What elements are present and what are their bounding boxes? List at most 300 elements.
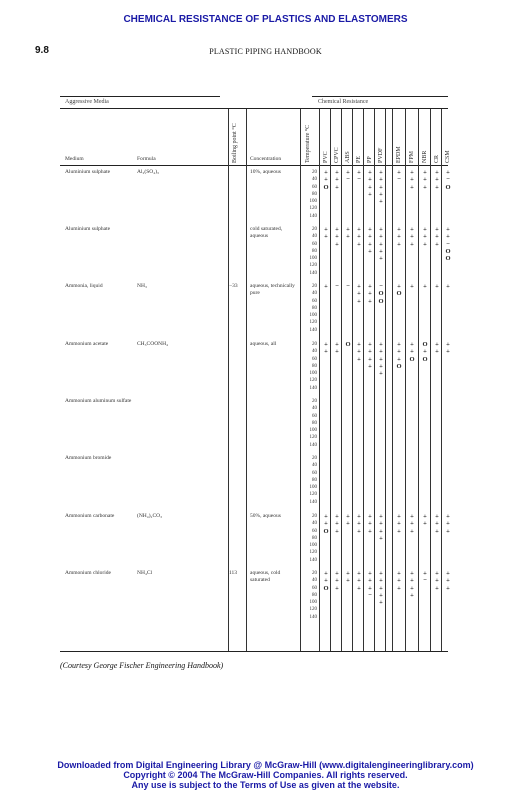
resistance-column (408, 570, 416, 621)
resistance-mark (377, 405, 385, 412)
resistance-mark: + (410, 527, 414, 535)
resistance-mark (322, 290, 330, 297)
resistance-column (433, 455, 441, 506)
column-divider (363, 109, 364, 651)
temperature-list (303, 283, 317, 334)
resistance-mark (433, 298, 441, 305)
col-head-material-pe: PE (356, 155, 362, 163)
resistance-mark (444, 477, 452, 484)
courtesy-note: (Courtesy George Fischer Engineering Handbook) (60, 661, 224, 670)
temperature-value: 140 (309, 614, 317, 620)
resistance-mark (333, 319, 341, 326)
resistance-mark (444, 455, 452, 462)
concentration: cold saturated, aqueous (250, 226, 283, 239)
medium-name: Aluminium sulphate (65, 169, 111, 175)
resistance-mark (395, 455, 403, 462)
resistance-mark (366, 213, 374, 220)
temperature-value: 60 (312, 298, 317, 304)
resistance-mark: + (397, 283, 401, 290)
resistance-column (421, 283, 429, 334)
temperature-value: 100 (309, 600, 317, 606)
resistance-mark (355, 319, 363, 326)
resistance-mark (408, 248, 416, 255)
resistance-mark: + (446, 577, 450, 585)
resistance-mark (377, 442, 385, 449)
temperature-value: 120 (309, 550, 317, 556)
resistance-mark (444, 198, 452, 205)
resistance-column (421, 455, 429, 506)
resistance-mark: + (410, 183, 414, 191)
resistance-mark (444, 270, 452, 277)
resistance-mark (408, 427, 416, 434)
boiling-point: 113 (229, 570, 238, 576)
resistance-mark (433, 542, 441, 549)
resistance-mark (421, 585, 429, 592)
resistance-mark (322, 542, 330, 549)
resistance-mark (395, 255, 403, 262)
resistance-mark (395, 427, 403, 434)
resistance-mark (322, 455, 330, 462)
medium-name: Aluminium sulphate (65, 226, 111, 232)
resistance-mark: + (368, 297, 372, 305)
resistance-mark (366, 491, 374, 498)
resistance-mark (377, 455, 385, 462)
resistance-mark: + (379, 169, 383, 176)
temperature-value: 20 (312, 227, 317, 232)
temperature-value: 80 (312, 420, 317, 426)
resistance-mark (444, 606, 452, 613)
resistance-mark: + (379, 183, 383, 191)
resistance-mark (408, 363, 416, 370)
resistance-mark (322, 191, 330, 198)
col-head-temperature: Temperature °C (305, 124, 311, 163)
resistance-mark (421, 255, 429, 262)
resistance-mark (333, 363, 341, 370)
resistance-mark (421, 442, 429, 449)
resistance-column (333, 226, 341, 277)
resistance-mark (322, 298, 330, 305)
resistance-column (433, 570, 441, 621)
resistance-mark: + (410, 240, 414, 248)
resistance-mark (344, 599, 352, 606)
resistance-column (333, 398, 341, 449)
resistance-mark: + (368, 176, 372, 184)
resistance-mark: + (379, 527, 383, 535)
resistance-mark: + (346, 226, 350, 233)
resistance-column (322, 455, 330, 506)
resistance-mark (433, 462, 441, 469)
resistance-column (395, 169, 403, 220)
resistance-mark (377, 470, 385, 477)
resistance-mark (333, 491, 341, 498)
resistance-mark: + (397, 527, 401, 535)
resistance-mark (333, 413, 341, 420)
resistance-mark (333, 442, 341, 449)
resistance-mark (433, 614, 441, 621)
concentration: aqueous, all (250, 341, 277, 347)
resistance-mark: + (379, 584, 383, 592)
resistance-mark (421, 413, 429, 420)
resistance-mark (322, 549, 330, 556)
resistance-mark (355, 363, 363, 370)
resistance-mark (408, 557, 416, 564)
resistance-mark (344, 312, 352, 319)
group-heading-medium: Aggressive Media (65, 99, 109, 105)
resistance-column (377, 455, 385, 506)
resistance-mark (355, 462, 363, 469)
resistance-mark: + (346, 169, 350, 176)
resistance-column (421, 398, 429, 449)
resistance-mark (433, 327, 441, 334)
resistance-mark (333, 405, 341, 412)
temperature-value: 60 (312, 413, 317, 419)
resistance-mark (408, 262, 416, 269)
resistance-mark (322, 377, 330, 384)
column-divider (418, 109, 419, 651)
resistance-mark (322, 499, 330, 506)
temperature-value: 40 (312, 349, 317, 355)
resistance-mark (395, 248, 403, 255)
resistance-mark: O (445, 183, 451, 191)
resistance-mark (421, 363, 429, 370)
resistance-mark: O (323, 527, 329, 535)
temperature-value: 40 (312, 463, 317, 469)
resistance-mark: + (435, 527, 439, 535)
resistance-mark (322, 255, 330, 262)
resistance-mark (395, 499, 403, 506)
resistance-mark (377, 398, 385, 405)
resistance-column (355, 513, 363, 564)
temperature-value: 120 (309, 435, 317, 441)
resistance-mark (408, 606, 416, 613)
resistance-column (333, 570, 341, 621)
resistance-mark: + (324, 226, 328, 233)
resistance-mark (322, 477, 330, 484)
resistance-mark (421, 549, 429, 556)
resistance-mark (322, 405, 330, 412)
column-divider (392, 109, 393, 651)
resistance-mark (444, 319, 452, 326)
resistance-mark (366, 312, 374, 319)
resistance-mark (408, 198, 416, 205)
temperature-value: 100 (309, 371, 317, 377)
resistance-mark (408, 405, 416, 412)
resistance-column (395, 226, 403, 277)
resistance-mark (344, 420, 352, 427)
resistance-mark (433, 385, 441, 392)
resistance-mark (433, 413, 441, 420)
resistance-mark (344, 298, 352, 305)
resistance-mark (322, 599, 330, 606)
resistance-mark (444, 535, 452, 542)
resistance-mark (444, 385, 452, 392)
resistance-mark (333, 312, 341, 319)
resistance-column (444, 283, 452, 334)
resistance-column (344, 226, 352, 277)
resistance-mark (433, 606, 441, 613)
resistance-mark (421, 434, 429, 441)
resistance-mark (433, 491, 441, 498)
resistance-mark (355, 370, 363, 377)
resistance-mark: + (368, 247, 372, 255)
column-divider (341, 109, 342, 651)
resistance-mark: + (446, 520, 450, 528)
rule-header-bottom (60, 165, 448, 166)
resistance-column (344, 169, 352, 220)
resistance-mark: + (357, 283, 361, 290)
resistance-mark (344, 248, 352, 255)
resistance-mark: + (397, 240, 401, 248)
resistance-column (355, 341, 363, 392)
resistance-mark (333, 549, 341, 556)
resistance-mark: O (445, 247, 451, 255)
resistance-mark: + (397, 169, 401, 176)
resistance-mark: + (446, 513, 450, 520)
resistance-mark: + (446, 283, 450, 290)
resistance-mark (344, 191, 352, 198)
resistance-mark (344, 528, 352, 535)
resistance-mark: + (324, 341, 328, 348)
resistance-mark (433, 255, 441, 262)
resistance-mark: − (446, 176, 450, 184)
resistance-mark (377, 312, 385, 319)
resistance-mark (366, 305, 374, 312)
temperature-value: 140 (309, 442, 317, 448)
resistance-mark (344, 462, 352, 469)
resistance-mark (433, 356, 441, 363)
resistance-mark: + (357, 513, 361, 520)
resistance-mark: + (423, 570, 427, 577)
temperature-value: 140 (309, 270, 317, 276)
resistance-mark (366, 398, 374, 405)
temperature-value: 20 (312, 456, 317, 461)
resistance-mark (433, 191, 441, 198)
resistance-mark: + (410, 176, 414, 184)
resistance-mark (395, 442, 403, 449)
col-head-material-epdm: EPDM (396, 146, 402, 163)
resistance-mark (344, 270, 352, 277)
resistance-mark: + (368, 341, 372, 348)
temperature-value: 60 (312, 585, 317, 591)
rule-top-left (60, 96, 220, 97)
resistance-mark (421, 205, 429, 212)
temperature-value: 60 (312, 470, 317, 476)
resistance-mark (344, 614, 352, 621)
temperature-value: 100 (309, 543, 317, 549)
temperature-value: 20 (312, 399, 317, 404)
resistance-mark: + (379, 198, 383, 206)
resistance-mark (395, 312, 403, 319)
resistance-mark (421, 198, 429, 205)
resistance-mark (444, 205, 452, 212)
resistance-mark (344, 348, 352, 355)
resistance-mark (322, 319, 330, 326)
resistance-mark (421, 491, 429, 498)
footer-download-link[interactable]: Downloaded from Digital Engineering Library @ McGraw-Hill (www.digitalengineeringlibrary.com) (57, 760, 474, 770)
resistance-mark: + (446, 341, 450, 348)
running-head: PLASTIC PIPING HANDBOOK (209, 47, 322, 56)
resistance-column (322, 169, 330, 220)
resistance-column (366, 169, 374, 220)
resistance-mark (333, 370, 341, 377)
resistance-column (444, 341, 452, 392)
resistance-mark (355, 184, 363, 191)
resistance-column (395, 513, 403, 564)
resistance-mark (421, 427, 429, 434)
resistance-mark (433, 312, 441, 319)
resistance-mark: + (335, 577, 339, 585)
resistance-mark: + (397, 584, 401, 592)
resistance-mark (408, 213, 416, 220)
resistance-mark (444, 213, 452, 220)
resistance-mark (377, 484, 385, 491)
resistance-column (344, 513, 352, 564)
temperature-value: 40 (312, 291, 317, 297)
resistance-mark (444, 405, 452, 412)
resistance-mark (333, 398, 341, 405)
resistance-mark (355, 599, 363, 606)
resistance-mark: + (324, 176, 328, 184)
resistance-mark: + (346, 570, 350, 577)
resistance-column (444, 226, 452, 277)
resistance-mark (444, 470, 452, 477)
resistance-mark (395, 327, 403, 334)
resistance-mark: + (357, 584, 361, 592)
resistance-mark (344, 370, 352, 377)
resistance-mark (366, 499, 374, 506)
temperature-list (303, 513, 317, 564)
resistance-mark (355, 312, 363, 319)
temperature-value: 100 (309, 485, 317, 491)
temperature-value: 100 (309, 256, 317, 262)
resistance-mark (421, 290, 429, 297)
resistance-mark: + (446, 527, 450, 535)
resistance-mark (355, 499, 363, 506)
resistance-mark (408, 549, 416, 556)
resistance-mark: − (335, 283, 339, 290)
resistance-mark (444, 491, 452, 498)
resistance-mark (322, 312, 330, 319)
resistance-mark (408, 205, 416, 212)
concentration: aqueous, cold saturated (250, 570, 281, 583)
resistance-mark (344, 377, 352, 384)
resistance-mark (433, 248, 441, 255)
resistance-mark: − (397, 176, 401, 184)
resistance-mark (395, 470, 403, 477)
resistance-mark (366, 270, 374, 277)
resistance-mark (444, 462, 452, 469)
resistance-mark (322, 270, 330, 277)
resistance-mark (395, 413, 403, 420)
resistance-mark (344, 585, 352, 592)
temperature-value: 140 (309, 327, 317, 333)
resistance-mark (408, 614, 416, 621)
resistance-column (395, 570, 403, 621)
resistance-mark: + (368, 226, 372, 233)
resistance-mark (333, 606, 341, 613)
resistance-mark (333, 592, 341, 599)
resistance-mark (395, 298, 403, 305)
resistance-mark (344, 198, 352, 205)
resistance-mark: + (368, 169, 372, 176)
resistance-mark (444, 377, 452, 384)
resistance-mark: + (397, 233, 401, 241)
temperature-value: 80 (312, 592, 317, 598)
resistance-mark: + (397, 513, 401, 520)
resistance-mark (421, 370, 429, 377)
resistance-mark (408, 191, 416, 198)
resistance-mark (333, 427, 341, 434)
temperature-value: 80 (312, 535, 317, 541)
resistance-mark: + (397, 348, 401, 356)
medium-name: Ammonium chloride (65, 570, 111, 576)
resistance-mark: + (379, 570, 383, 577)
resistance-mark (344, 290, 352, 297)
resistance-mark: + (410, 169, 414, 176)
resistance-mark: O (378, 290, 384, 298)
resistance-mark (408, 370, 416, 377)
resistance-mark (408, 312, 416, 319)
resistance-mark: + (368, 355, 372, 363)
resistance-mark (444, 434, 452, 441)
temperature-value: 60 (312, 184, 317, 190)
resistance-column (377, 169, 385, 220)
resistance-mark: + (379, 240, 383, 248)
resistance-mark (421, 477, 429, 484)
resistance-mark (377, 262, 385, 269)
resistance-mark (355, 205, 363, 212)
resistance-mark (344, 319, 352, 326)
resistance-mark (366, 262, 374, 269)
resistance-mark (355, 592, 363, 599)
resistance-mark (433, 377, 441, 384)
resistance-mark: + (379, 341, 383, 348)
resistance-mark: + (423, 183, 427, 191)
resistance-mark (408, 319, 416, 326)
resistance-mark: − (368, 591, 372, 599)
temperature-value: 40 (312, 177, 317, 183)
temperature-value: 40 (312, 234, 317, 240)
resistance-mark (366, 549, 374, 556)
resistance-mark (433, 262, 441, 269)
resistance-mark: + (397, 577, 401, 585)
resistance-mark (344, 535, 352, 542)
footer-terms: Any use is subject to the Terms of Use as given at the website. (131, 780, 400, 790)
resistance-mark: + (324, 283, 328, 290)
resistance-mark (333, 599, 341, 606)
temperature-value: 80 (312, 363, 317, 369)
resistance-mark (444, 427, 452, 434)
resistance-mark (444, 370, 452, 377)
resistance-mark: + (324, 577, 328, 585)
resistance-mark (421, 535, 429, 542)
resistance-mark (395, 606, 403, 613)
resistance-mark (395, 305, 403, 312)
resistance-mark: + (379, 190, 383, 198)
medium-name: Ammonium carbonate (65, 513, 115, 519)
resistance-mark (433, 198, 441, 205)
col-head-material-csm: CSM (445, 150, 451, 163)
resistance-column (366, 513, 374, 564)
resistance-mark: + (324, 233, 328, 241)
resistance-mark: − (346, 176, 350, 184)
resistance-mark: + (368, 190, 372, 198)
resistance-mark (355, 248, 363, 255)
resistance-mark (344, 356, 352, 363)
resistance-mark (366, 434, 374, 441)
resistance-mark (333, 305, 341, 312)
resistance-mark: + (368, 233, 372, 241)
